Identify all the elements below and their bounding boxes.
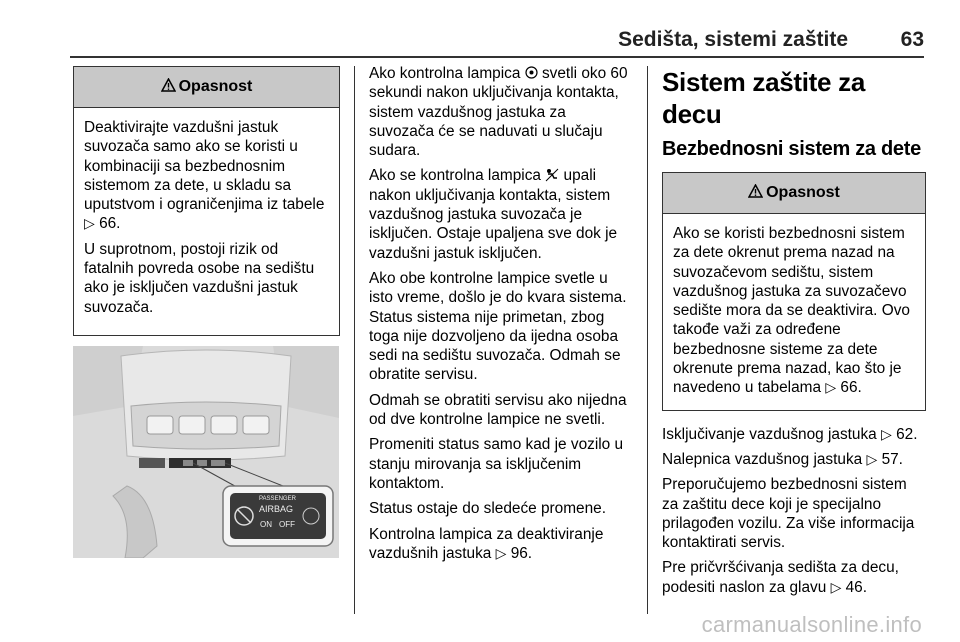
- column-right: [662, 66, 926, 603]
- column-middle: [369, 64, 632, 569]
- column-divider-2: [647, 66, 648, 614]
- page-ref-link[interactable]: 46.: [845, 578, 868, 596]
- page-title: Sedišta, sistemi zaštite: [618, 28, 848, 51]
- column-divider-1: [354, 66, 355, 614]
- page-ref-link[interactable]: 57.: [881, 450, 903, 468]
- danger-text-1: Deaktivirajte vazdušni jastuk suvozača samo ako se koristi u kombinaciji sa bezbednosnim sistemom za dete, u skladu sa uputstvom i ograničenjima iz tabele: [84, 119, 325, 214]
- page-header: [0, 0, 960, 58]
- paragraph-status-remains: Status ostaje do sledeće promene.: [369, 500, 606, 518]
- paragraph-deactivation-lamp: [369, 525, 632, 564]
- danger-box: [662, 172, 926, 411]
- page-ref-link[interactable]: 62.: [896, 425, 918, 443]
- warning-triangle-icon: [748, 183, 763, 203]
- arrow-ref-icon: ▷: [825, 379, 837, 396]
- paragraph-lamp-on: [369, 64, 632, 160]
- page-number: 63: [900, 28, 924, 51]
- paragraph-lamp-off: [369, 166, 632, 262]
- label-airbag: AIRBAG: [259, 503, 294, 514]
- danger-paragraph-2: U suprotnom, postoji rizik od fatalnih povreda osobe na sedištu ako je isključen vazdušni jastuk suvozača.: [84, 240, 315, 316]
- danger-box-body: [663, 214, 925, 410]
- text: Ako se kontrolna lampica: [369, 167, 541, 185]
- text: Ako kontrolna lampica: [369, 65, 521, 82]
- arrow-ref-icon: ▷: [830, 578, 842, 595]
- text: Ako se koristi bezbednosni sistem za dete okrenut prema nazad na suvozačevom sedištu, sistem vazdušnog jastuka za suvozačevo sedište mora da se deaktivira. Ovo takođe važi za određene bezbednosne sisteme za dete okrenute prema nazad, kao što je navedeno u tabelama: [673, 225, 910, 397]
- paragraph-airbag-deactivation: [662, 425, 926, 444]
- text: upali nakon uključivanja kontakta, sistem vazdušnog jastuka suvozača je isključen. Ostaje upaljena sve dok je vazdušni jastuk isključen.: [369, 167, 618, 262]
- danger-box-header: [663, 173, 925, 214]
- arrow-ref-icon: ▷: [881, 425, 892, 442]
- watermark: carmanualsonline.info: [701, 612, 922, 637]
- text: Isključivanje vazdušnog jastuka: [662, 425, 877, 443]
- arrow-ref-icon: ▷: [84, 215, 95, 232]
- paragraph-head-restraint: [662, 558, 926, 597]
- text: Pre pričvršćivanja sedišta za decu, podesiti naslon za glavu: [662, 559, 899, 596]
- airbag-off-lamp-icon: [545, 167, 563, 184]
- paragraph-both-lamps: Ako obe kontrolne lampice svetle u isto vreme, došlo je do kvara sistema. Status sistema nije primetan, zbog toga nije dozvoljeno da ijedna osoba sedi na sedištu suvozača. Odmah se obratite servisu.: [369, 269, 627, 384]
- overhead-console-drawing: [73, 346, 339, 558]
- danger-box-title: Opasnost: [178, 78, 253, 95]
- arrow-ref-icon: ▷: [866, 450, 878, 467]
- paragraph-no-lamp: Odmah se obratiti servisu ako nijedna od dve kontrolne lampice ne svetli.: [369, 391, 627, 429]
- label-passenger: PASSENGER: [259, 495, 296, 502]
- text: Kontrolna lampica za deaktiviranje vazdušnih jastuka: [369, 525, 604, 562]
- danger-paragraph: [673, 224, 915, 398]
- arrow-ref-icon: ▷: [495, 544, 507, 561]
- header-rule: [70, 56, 924, 58]
- paragraph-change-status: Promeniti status samo kad je vozilo u stanju mirovanja sa isključenim kontaktom.: [369, 436, 624, 492]
- column-left: [73, 66, 340, 558]
- paragraph-recommendation: Preporučujemo bezbednosni sistem za zaštitu dece koji je specijalno prilagođen vozilu. Za više informacija kontaktirati servis.: [662, 476, 915, 552]
- page-ref-link[interactable]: 66.: [840, 379, 862, 397]
- warning-triangle-icon: [161, 77, 176, 97]
- danger-box: [73, 66, 340, 336]
- page-ref-link[interactable]: 66.: [99, 215, 121, 233]
- page-ref-link[interactable]: 96.: [510, 544, 533, 562]
- label-on: ON: [260, 519, 272, 529]
- airbag-switch-illustration: [73, 346, 339, 558]
- danger-box-header: [74, 67, 339, 108]
- subsection-heading: Bezbednosni sistem za dete: [662, 138, 921, 160]
- label-off: OFF: [279, 519, 295, 529]
- section-heading: Sistem zaštite za decu: [662, 67, 865, 129]
- text: Nalepnica vazdušnog jastuka: [662, 450, 863, 468]
- paragraph-airbag-label: [662, 450, 926, 469]
- danger-box-title: Opasnost: [766, 184, 840, 201]
- text: svetli oko 60 sekundi nakon uključivanja kontakta, sistem vazdušnog jastuka za suvozača će se naduvati u slučaju sudara.: [369, 65, 628, 160]
- danger-paragraph-1: [84, 118, 329, 234]
- danger-box-body: [74, 108, 339, 335]
- airbag-on-lamp-icon: [525, 65, 542, 82]
